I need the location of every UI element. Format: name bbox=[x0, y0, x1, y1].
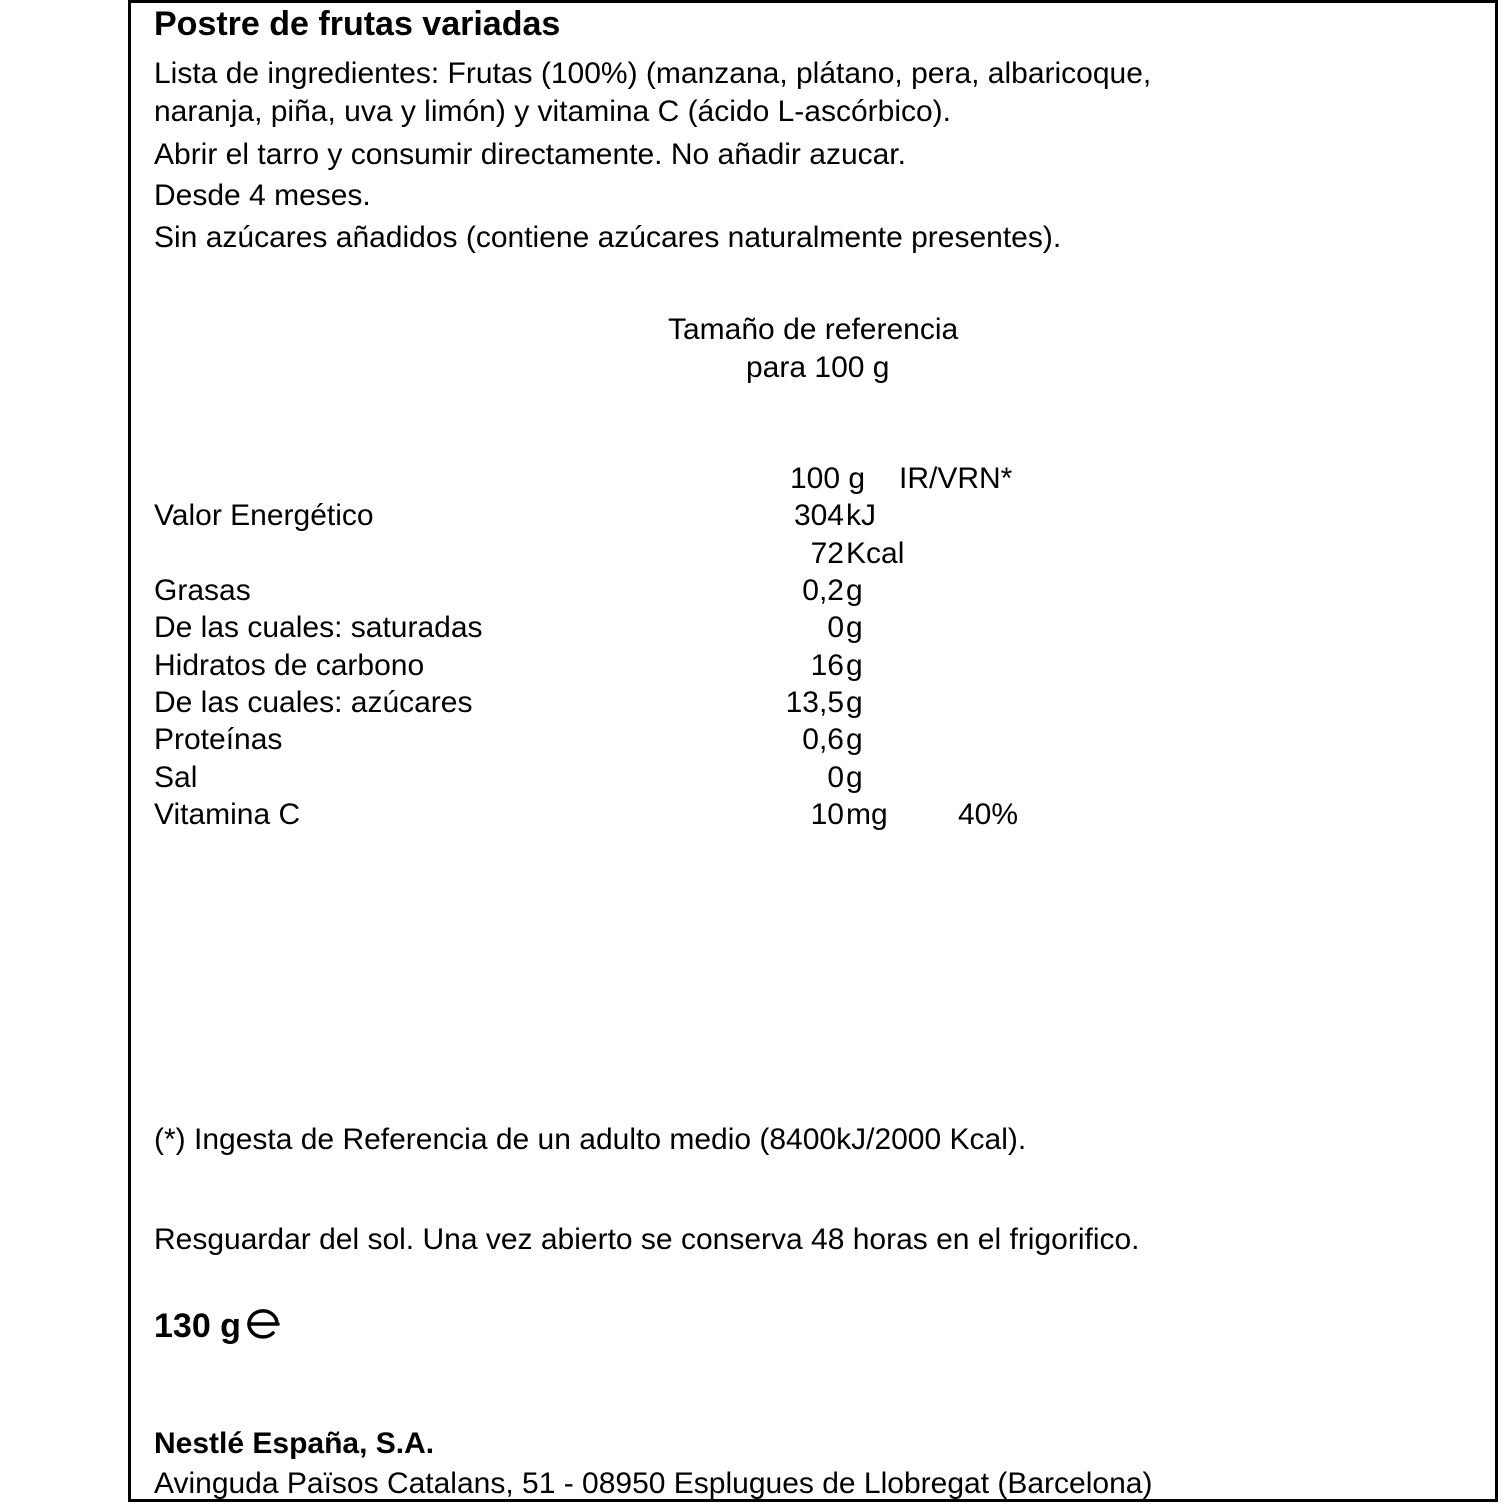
row-unit: g bbox=[846, 649, 863, 682]
ingredients-line-2: naranja, piña, uva y limón) y vitamina C (ácido L-ascórbico). bbox=[154, 95, 952, 128]
storage-instructions: Resguardar del sol. Una vez abierto se conserva 48 horas en el frigorifico. bbox=[154, 1223, 1140, 1256]
company-address: Avinguda Països Catalans, 51 - 08950 Esplugues de Llobregat (Barcelona) bbox=[154, 1467, 1153, 1500]
row-label: Proteínas bbox=[154, 723, 283, 756]
row-value: 0 bbox=[827, 611, 844, 644]
footnote: (*) Ingesta de Referencia de un adulto medio (8400kJ/2000 Kcal). bbox=[154, 1123, 1027, 1156]
row-ir-percent: 40% bbox=[958, 798, 1019, 831]
row-value: 16 bbox=[810, 649, 844, 682]
company-name: Nestlé España, S.A. bbox=[154, 1427, 435, 1460]
row-unit: g bbox=[846, 723, 863, 756]
row-label: Grasas bbox=[154, 574, 251, 607]
column-header-100g: 100 g bbox=[790, 462, 866, 495]
row-value: 13,5 bbox=[785, 686, 844, 719]
row-label: Valor Energético bbox=[154, 499, 374, 532]
net-weight bbox=[154, 1306, 281, 1348]
reference-size-label: Tamaño de referencia bbox=[668, 313, 959, 346]
row-unit: g bbox=[846, 686, 863, 719]
row-unit: g bbox=[846, 574, 863, 607]
net-weight-value: 130 g bbox=[154, 1307, 241, 1345]
row-value: 72 bbox=[810, 537, 844, 570]
instruction-sugar: Sin azúcares añadidos (contiene azúcares naturalmente presentes). bbox=[154, 221, 1062, 254]
row-label: De las cuales: saturadas bbox=[154, 611, 483, 644]
reference-size-value: para 100 g bbox=[746, 351, 890, 384]
row-label: De las cuales: azúcares bbox=[154, 686, 473, 719]
row-value: 10 bbox=[810, 798, 844, 831]
row-unit: g bbox=[846, 611, 863, 644]
row-unit: kJ bbox=[846, 499, 876, 532]
row-unit: g bbox=[846, 761, 863, 794]
row-label: Hidratos de carbono bbox=[154, 649, 425, 682]
row-label: Sal bbox=[154, 761, 198, 794]
row-value: 0,2 bbox=[802, 574, 844, 607]
instruction-usage: Abrir el tarro y consumir directamente. No añadir azucar. bbox=[154, 138, 906, 171]
instruction-age: Desde 4 meses. bbox=[154, 179, 371, 212]
row-value: 304 bbox=[793, 499, 844, 532]
row-unit: Kcal bbox=[846, 537, 905, 570]
row-value: 0 bbox=[827, 761, 844, 794]
row-value: 0,6 bbox=[802, 723, 844, 756]
row-label: Vitamina C bbox=[154, 798, 301, 831]
product-title: Postre de frutas variadas bbox=[154, 5, 561, 43]
row-unit: mg bbox=[846, 798, 888, 831]
estimated-e-icon bbox=[247, 1308, 281, 1348]
column-header-ir-vrn: IR/VRN* bbox=[899, 462, 1013, 495]
ingredients-line-1: Lista de ingredientes: Frutas (100%) (manzana, plátano, pera, albaricoque, bbox=[154, 57, 1152, 90]
